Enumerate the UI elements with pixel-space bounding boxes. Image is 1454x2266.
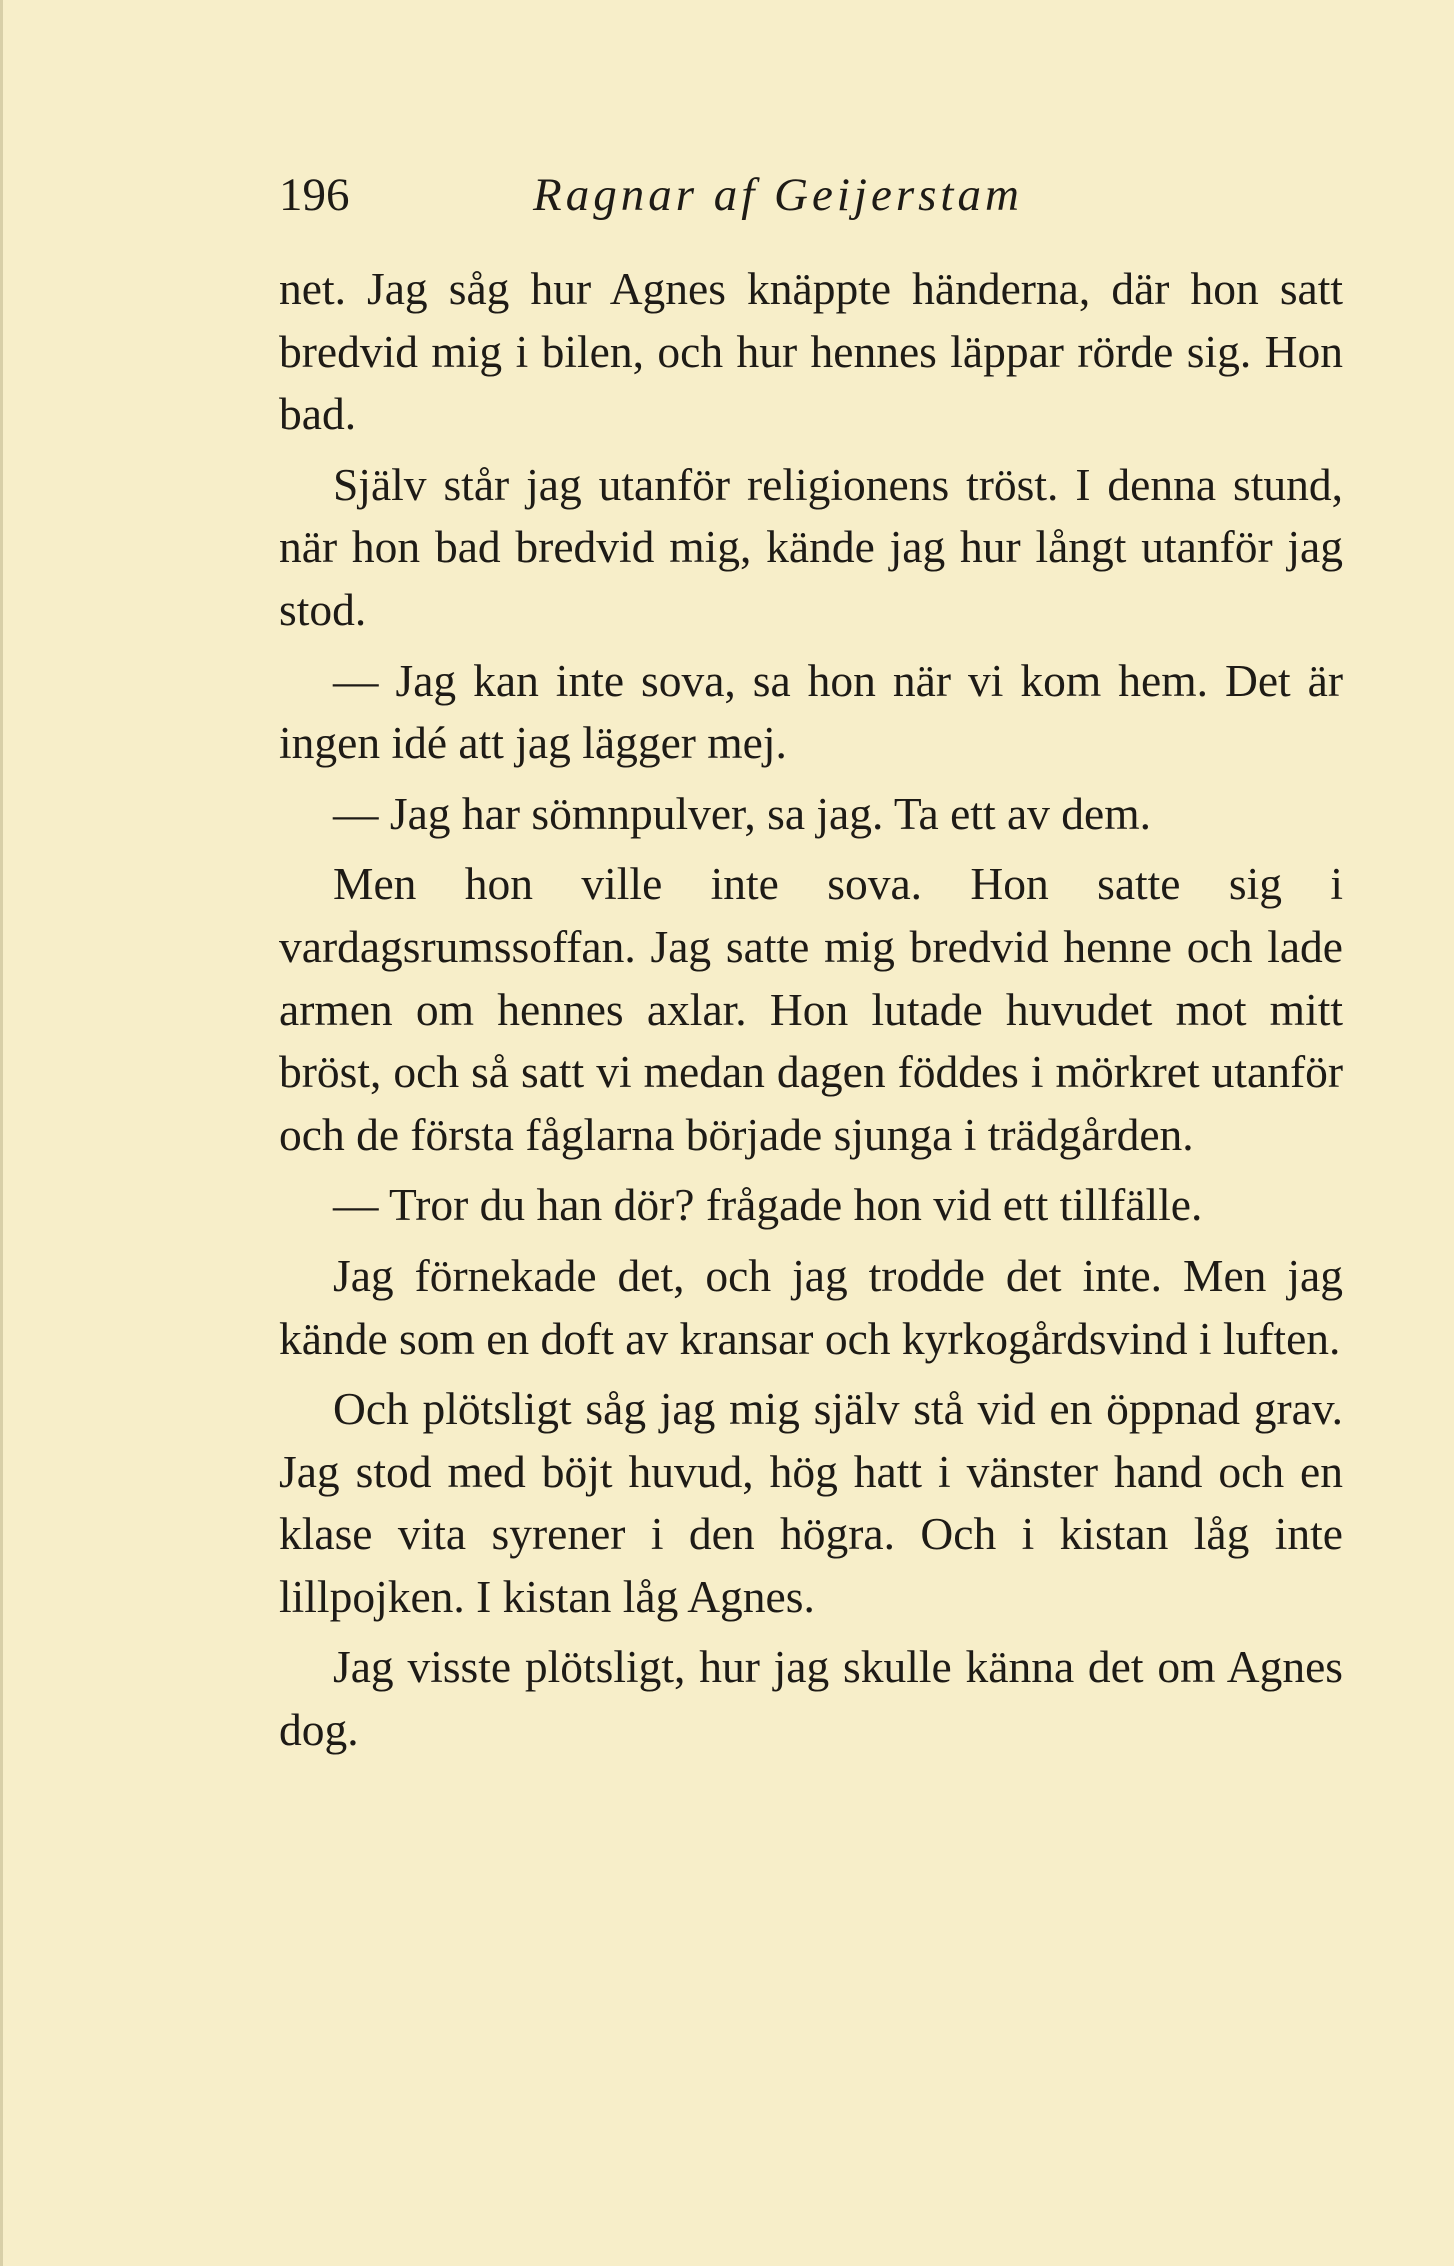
page-number: 196 [279,169,350,221]
paragraph-dialogue: — Jag har sömnpulver, sa jag. Ta ett av dem. [333,787,1152,839]
paragraph-dialogue: — Tror du han dör? frågade hon vid ett tillfälle. [333,1179,1203,1231]
body-text [279,258,1343,1762]
paragraph-continuation: net. Jag såg hur Agnes knäppte händerna, där hon satt bredvid mig i bilen, och hur hennes läppar rörde sig. Hon bad. [279,263,1343,440]
paragraph: Jag visste plötsligt, hur jag skulle känna det om Agnes dog. [279,1641,1343,1756]
paragraph: Själv står jag utanför religionens tröst. I denna stund, när hon bad bredvid mig, kände jag hur långt utanför jag stod. [279,458,1343,635]
running-head-author: Ragnar af Geijerstam [533,169,1023,221]
paragraph: Men hon ville inte sova. Hon satte sig i vardagsrumssoffan. Jag satte mig bredvid henne och lade armen om hennes axlar. Hon lutade huvudet mot mitt bröst, och så satt vi medan dagen föddes i mörkret utanför och de första fåglarna började sjunga i trädgården. [279,858,1343,1160]
paragraph: Jag förnekade det, och jag trodde det inte. Men jag kände som en doft av kransar och kyrkogårdsvind i luften. [279,1249,1343,1364]
paragraph: Och plötsligt såg jag mig själv stå vid en öppnad grav. Jag stod med böjt huvud, hög hatt i vänster hand och en klase vita syrener i den högra. Och i kistan låg inte lillpojken. I kistan låg Agnes. [279,1383,1343,1622]
running-head [279,160,1343,230]
paragraph-dialogue: — Jag kan inte sova, sa hon när vi kom hem. Det är ingen idé att jag lägger mej. [279,654,1343,769]
